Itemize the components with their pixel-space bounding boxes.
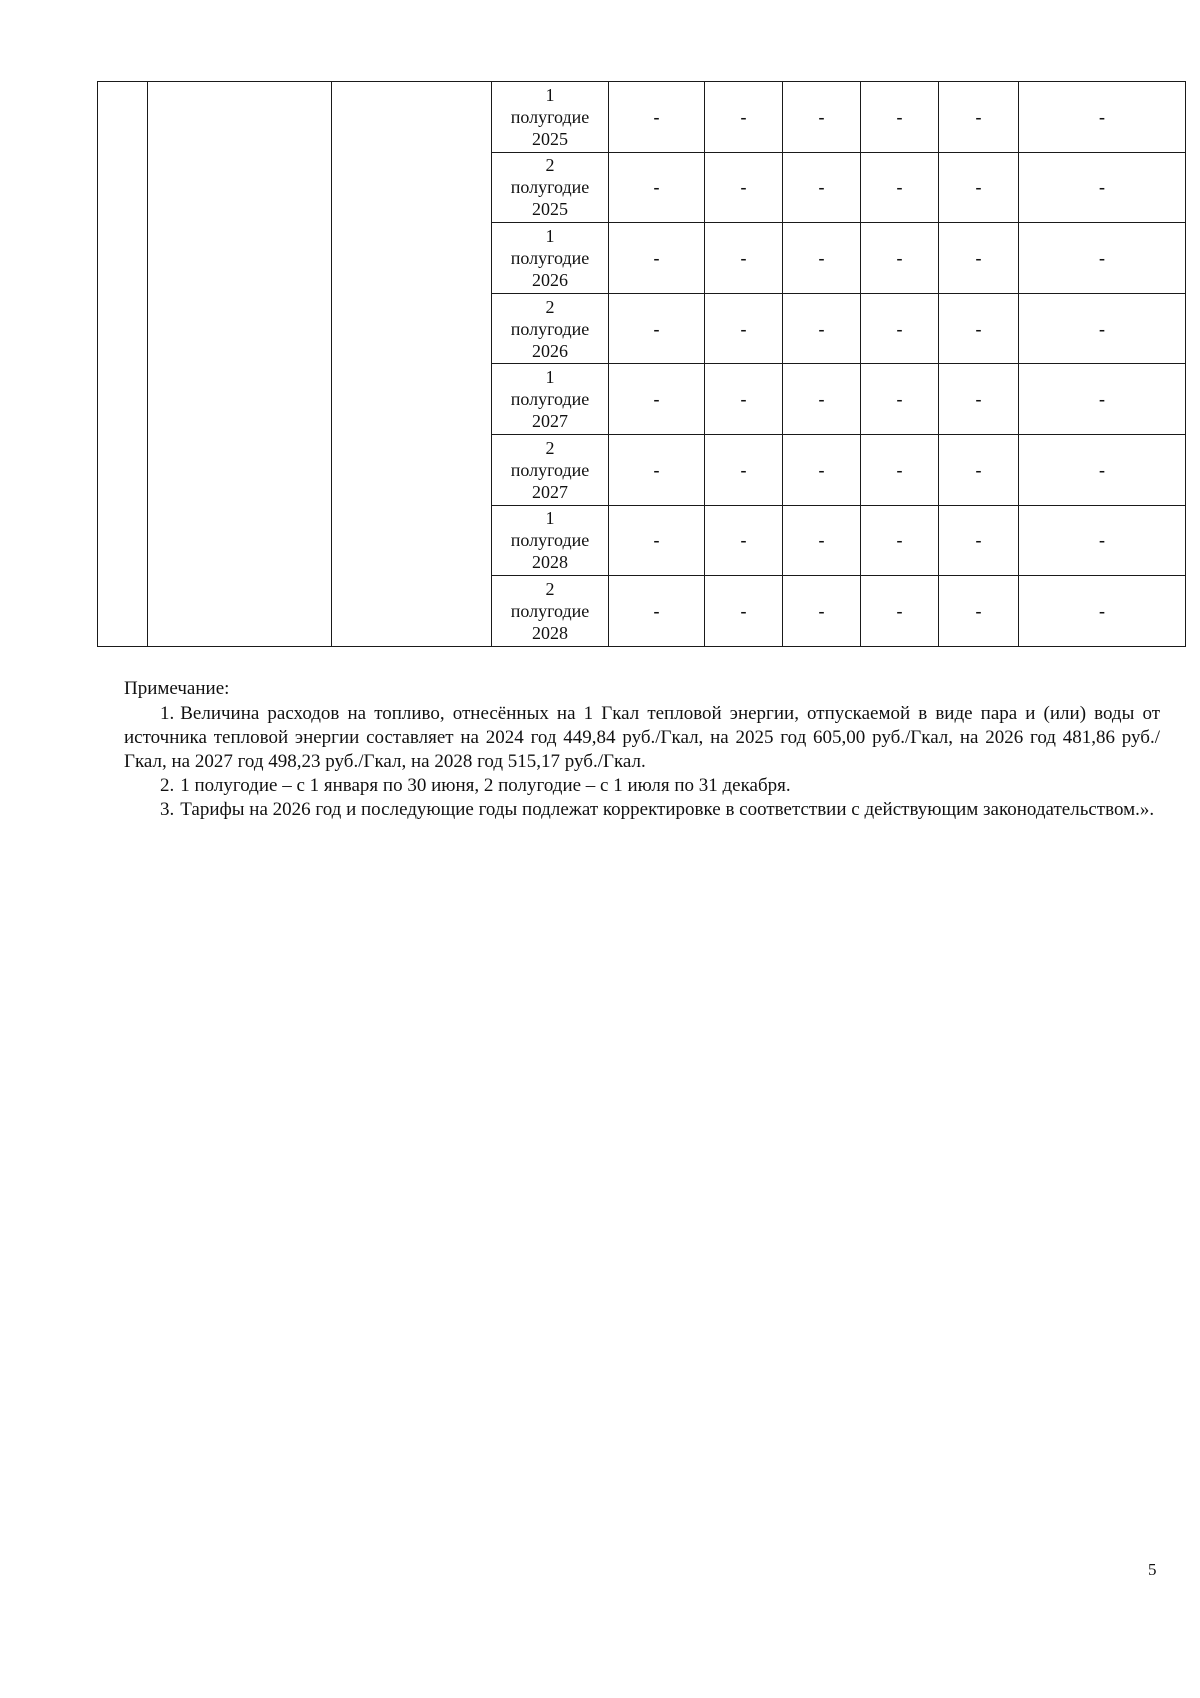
value-cell: -	[861, 576, 939, 647]
value-cell: -	[939, 505, 1019, 576]
value-cell: -	[1019, 505, 1186, 576]
period-number: 1	[545, 84, 555, 105]
period-number: 2	[545, 578, 555, 599]
value-cell: -	[783, 223, 861, 294]
period-year: 2026	[532, 269, 568, 290]
value-cell: -	[609, 364, 705, 435]
period-year: 2025	[532, 128, 568, 149]
period-cell	[492, 293, 609, 364]
value-cell: -	[783, 82, 861, 153]
value-cell: -	[609, 434, 705, 505]
period-label: полугодие	[510, 530, 590, 551]
period-label: полугодие	[510, 459, 590, 480]
note-item-1	[124, 702, 1160, 774]
period-number: 2	[545, 155, 555, 176]
period-year: 2026	[532, 340, 568, 361]
period-number: 1	[545, 508, 555, 529]
value-cell: -	[783, 505, 861, 576]
value-cell: -	[783, 576, 861, 647]
value-cell: -	[705, 576, 783, 647]
note-number: 2.	[160, 775, 175, 796]
value-cell: -	[609, 223, 705, 294]
value-cell: -	[783, 434, 861, 505]
value-cell: -	[705, 434, 783, 505]
period-number: 2	[545, 437, 555, 458]
value-cell: -	[609, 152, 705, 223]
value-cell: -	[1019, 82, 1186, 153]
period-cell	[492, 505, 609, 576]
value-cell: -	[939, 293, 1019, 364]
period-cell	[492, 364, 609, 435]
value-cell: -	[783, 293, 861, 364]
note-text: Тарифы на 2026 год и последующие годы подлежат корректировке в соответствии с действующим законодательством.».	[180, 799, 1155, 820]
value-cell: -	[1019, 293, 1186, 364]
value-cell: -	[783, 364, 861, 435]
table-row	[98, 82, 1186, 153]
name-column-cell	[148, 82, 332, 647]
period-year: 2028	[532, 622, 568, 643]
value-cell: -	[705, 152, 783, 223]
period-number: 1	[545, 225, 555, 246]
value-cell: -	[705, 293, 783, 364]
value-cell: -	[609, 82, 705, 153]
value-cell: -	[1019, 152, 1186, 223]
period-year: 2027	[532, 411, 568, 432]
period-cell	[492, 434, 609, 505]
value-cell: -	[861, 152, 939, 223]
value-cell: -	[939, 364, 1019, 435]
period-cell	[492, 576, 609, 647]
note-number: 3.	[160, 799, 175, 820]
value-cell: -	[1019, 434, 1186, 505]
value-cell: -	[939, 223, 1019, 294]
value-cell: -	[705, 223, 783, 294]
value-cell: -	[939, 152, 1019, 223]
period-label: полугодие	[510, 106, 590, 127]
tariff-table	[97, 81, 1186, 647]
index-column-cell	[98, 82, 148, 647]
type-column-cell	[332, 82, 492, 647]
value-cell: -	[939, 434, 1019, 505]
notes-title: Примечание:	[124, 678, 230, 699]
value-cell: -	[861, 82, 939, 153]
value-cell: -	[1019, 223, 1186, 294]
note-item-2	[124, 774, 1160, 798]
note-text: Величина расходов на топливо, отнесённых на 1 Гкал тепловой энергии, отпускаемой в виде пара и (или) воды от источника тепловой энергии составляет на 2024 год 449,84 руб./Гкал, на 2025 год 605,00 руб./Гкал, на 2026 год 481,86 руб./Гкал, на 2027 год 498,23 руб./Гкал, на 2028 год 515,17 руб./Гкал.	[124, 703, 1160, 772]
value-cell: -	[609, 505, 705, 576]
value-cell: -	[861, 434, 939, 505]
value-cell: -	[609, 293, 705, 364]
value-cell: -	[705, 364, 783, 435]
note-text: 1 полугодие – с 1 января по 30 июня, 2 полугодие – с 1 июля по 31 декабря.	[180, 775, 791, 796]
value-cell: -	[1019, 364, 1186, 435]
notes-section	[124, 677, 1160, 822]
period-number: 2	[545, 296, 555, 317]
tariff-table-body	[98, 82, 1186, 647]
period-label: полугодие	[510, 318, 590, 339]
period-cell	[492, 223, 609, 294]
period-cell	[492, 82, 609, 153]
note-number: 1.	[160, 703, 175, 724]
value-cell: -	[1019, 576, 1186, 647]
period-label: полугодие	[510, 600, 590, 621]
value-cell: -	[705, 82, 783, 153]
period-year: 2028	[532, 552, 568, 573]
period-year: 2027	[532, 481, 568, 502]
period-label: полугодие	[510, 389, 590, 410]
value-cell: -	[861, 364, 939, 435]
period-label: полугодие	[510, 177, 590, 198]
note-item-3	[124, 798, 1160, 822]
period-cell	[492, 152, 609, 223]
value-cell: -	[609, 576, 705, 647]
value-cell: -	[861, 505, 939, 576]
value-cell: -	[861, 293, 939, 364]
value-cell: -	[861, 223, 939, 294]
period-year: 2025	[532, 199, 568, 220]
value-cell: -	[939, 82, 1019, 153]
page-number: 5	[1148, 1560, 1157, 1579]
period-number: 1	[545, 367, 555, 388]
period-label: полугодие	[510, 247, 590, 268]
value-cell: -	[783, 152, 861, 223]
value-cell: -	[939, 576, 1019, 647]
value-cell: -	[705, 505, 783, 576]
